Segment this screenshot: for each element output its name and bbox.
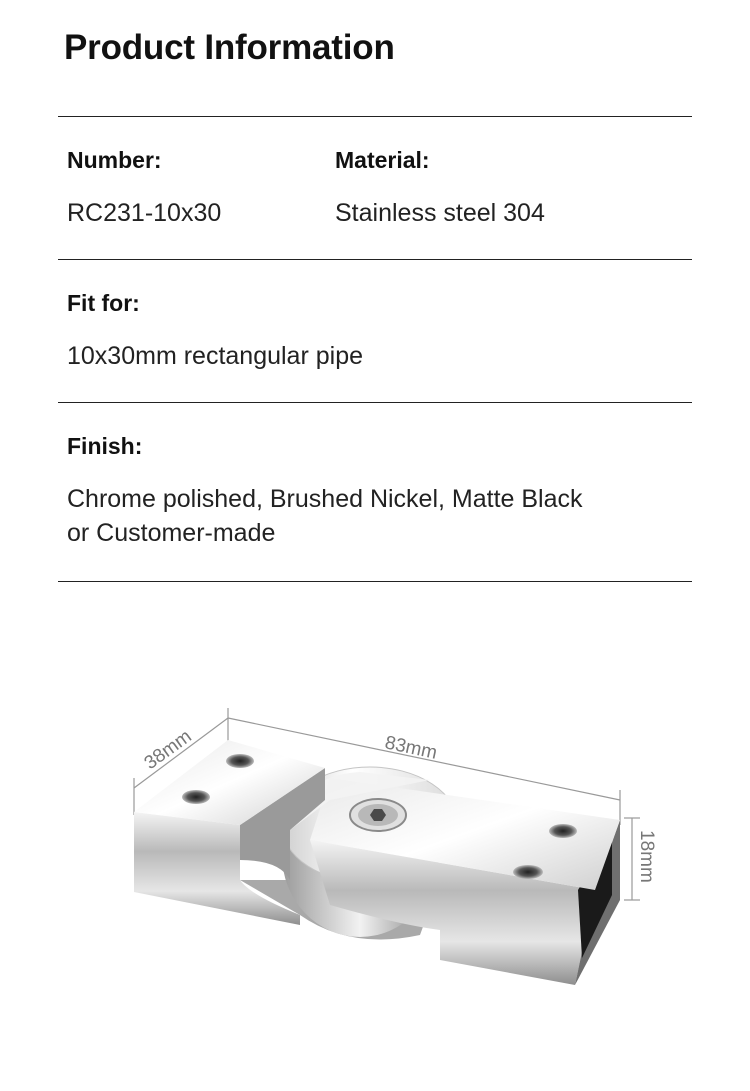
fit-for-value: 10x30mm rectangular pipe [67,342,363,370]
material-label: Material: [335,147,430,173]
finish-value-line2: or Customer-made [67,519,276,547]
divider [58,116,692,117]
divider [58,402,692,403]
divider [58,581,692,582]
fit-for-label: Fit for: [67,290,140,316]
finish-value-line1: Chrome polished, Brushed Nickel, Matte Black [67,485,583,513]
number-label: Number: [67,147,162,173]
divider [58,259,692,260]
hex-bolt-icon [350,799,406,831]
material-value: Stainless steel 304 [335,199,545,227]
product-photo [0,600,750,1080]
page-title: Product Information [64,28,395,67]
number-value: RC231-10x30 [67,199,222,227]
dimension-length: 83mm [382,732,439,764]
dimension-height: 18mm [636,830,657,883]
finish-label: Finish: [67,433,143,459]
dimension-width: 38mm [140,726,196,775]
